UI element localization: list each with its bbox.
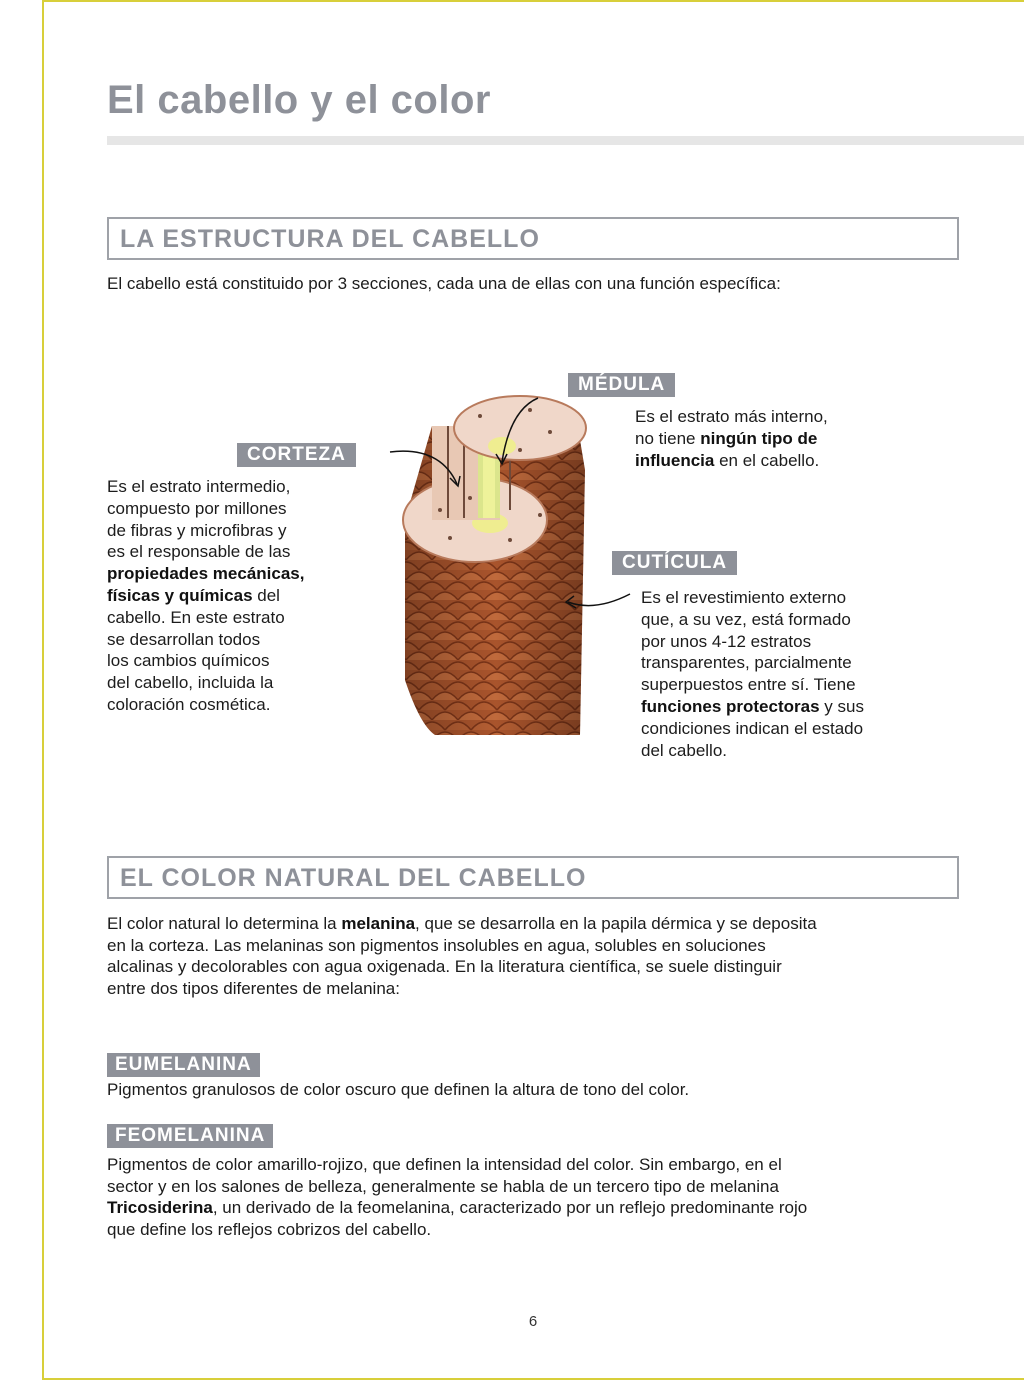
- medula-tag: MÉDULA: [568, 373, 675, 397]
- hair-cross-section-illustration: [380, 380, 640, 740]
- structure-intro: El cabello está constituido por 3 secciones, cada una de ellas con una función específica:: [107, 274, 781, 293]
- section-heading-color: EL COLOR NATURAL DEL CABELLO: [107, 856, 959, 899]
- medula-description: Es el estrato más interno, no tiene ningún tipo de influencia en el cabello.: [635, 407, 828, 470]
- cuticula-description: Es el revestimiento externo que, a su vez, está formado por unos 4-12 estratos transparentes, parcialmente superpuestos entre sí. Tiene funciones protectoras y sus condiciones indican el estado del cabello.: [641, 588, 864, 760]
- page-number: 6: [528, 1313, 538, 1330]
- feomelanina-description: Pigmentos de color amarillo-rojizo, que definen la intensidad del color. Sin embargo, en el sector y en los salones de belleza, generalmente se habla de un tercero tipo de melanina Tricosiderina, un derivado de la feomelanina, caracterizado por un reflejo predominante rojo que define los reflejos cobrizos del cabello.: [107, 1155, 808, 1239]
- corteza-description: Es el estrato intermedio, compuesto por millones de fibras y microfibras y es el responsable de las propiedades mecánicas, físicas y químicas del cabello. En este estrato se desarrollan todos los cambios químicos del cabello, incluida la coloración cosmética.: [107, 477, 305, 714]
- corteza-tag: CORTEZA: [237, 443, 356, 467]
- eumelanina-tag: EUMELANINA: [107, 1053, 260, 1077]
- cuticula-tag: CUTÍCULA: [612, 551, 737, 575]
- eumelanina-description: Pigmentos granulosos de color oscuro que definen la altura de tono del color.: [107, 1080, 690, 1099]
- title-divider: [107, 136, 1024, 145]
- color-intro-paragraph: El color natural lo determina la melanina, que se desarrolla en la papila dérmica y se deposita en la corteza. Las melaninas son pigmentos insolubles en agua, solubles en soluciones alcalinas y decolorables con agua oxigenada. En la literatura científica, se suele distinguir entre dos tipos diferentes de melanina:: [107, 914, 817, 998]
- section-heading-structure: LA ESTRUCTURA DEL CABELLO: [107, 217, 959, 260]
- feomelanina-tag: FEOMELANINA: [107, 1124, 273, 1148]
- page-title: El cabello y el color: [107, 78, 491, 122]
